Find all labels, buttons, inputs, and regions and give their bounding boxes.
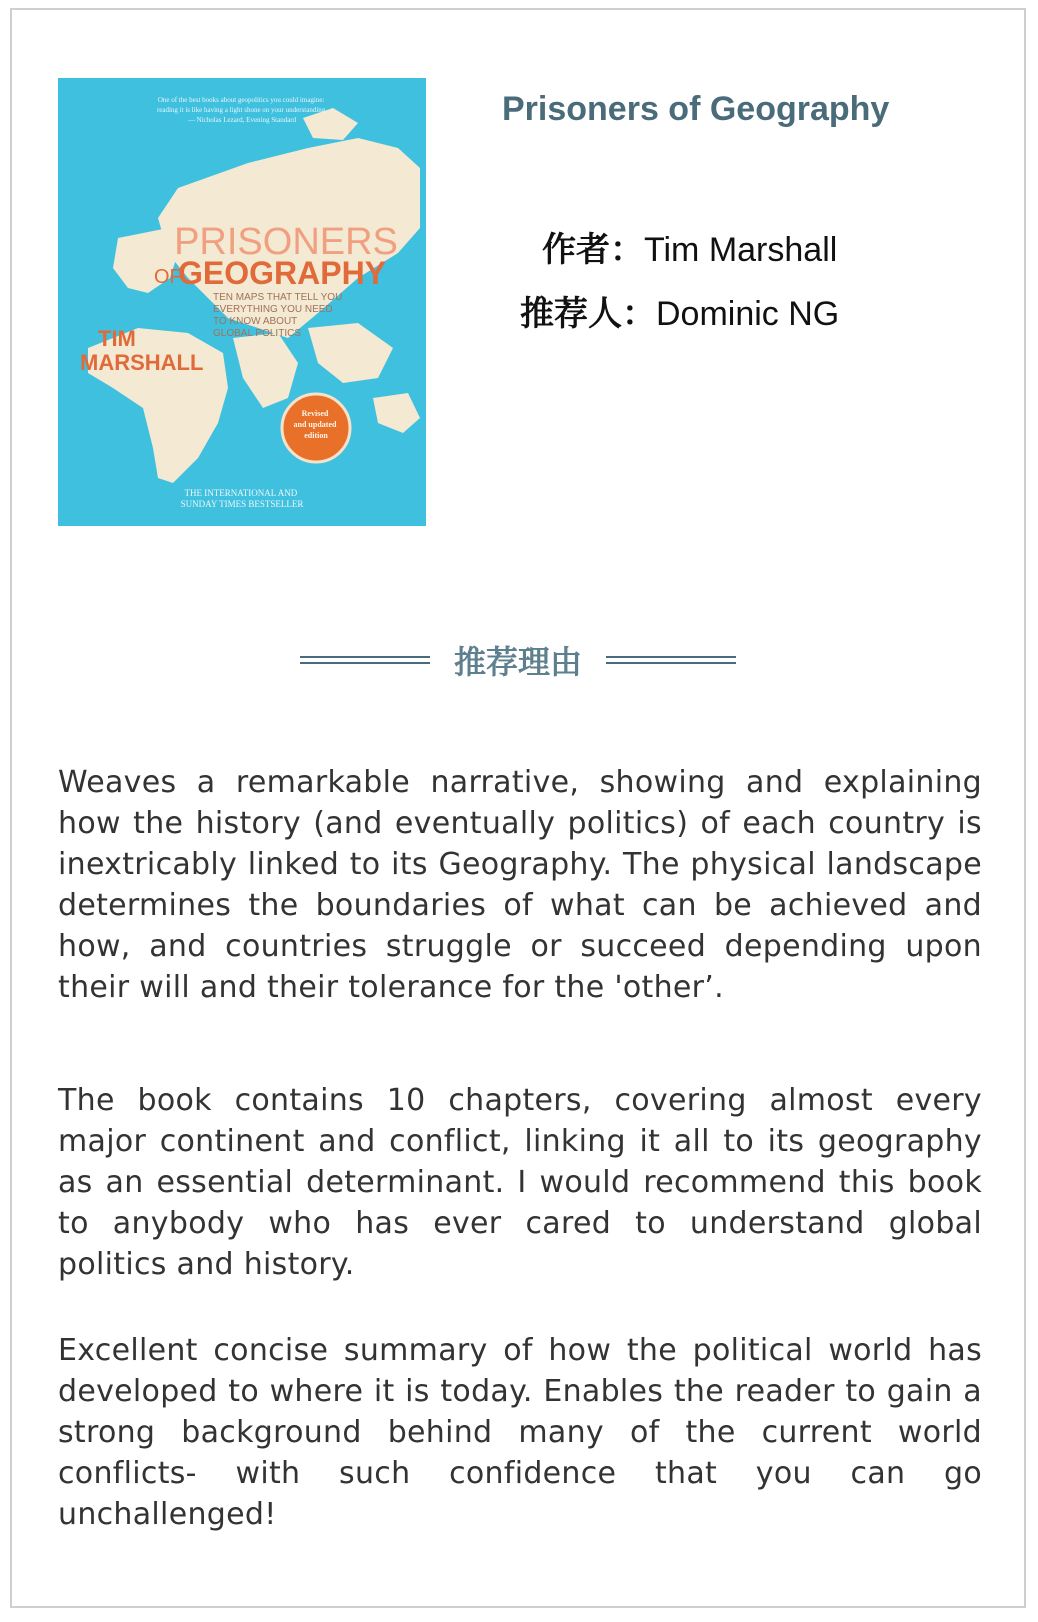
author-label: 作者： — [542, 230, 644, 270]
book-meta — [520, 218, 840, 346]
cover-author-last: MARSHALL — [80, 350, 204, 375]
author-name: Tim Marshall — [644, 231, 838, 269]
recommender-label: 推荐人： — [520, 294, 656, 334]
recommender-name: Dominic NG — [656, 295, 840, 333]
reason-paragraph-2: The book contains 10 chapters, covering almost every major continent and conflict, linking it all to its geography as an essential determinant. I would recommend this book to anybody who has ever cared to understand global politics and history. — [58, 1083, 982, 1282]
cover-author-first: TIM — [98, 326, 136, 351]
cover-bestseller: THE INTERNATIONAL AND SUNDAY TIMES BESTSELLER — [180, 488, 304, 509]
section-header — [12, 638, 1024, 682]
cover-badge-text: Revised and updated edition — [293, 409, 337, 440]
cover-subtitle: TEN MAPS THAT TELL YOU EVERYTHING YOU NEED TO KNOW ABOUT GLOBAL POLITICS — [213, 292, 343, 339]
section-divider-right — [606, 656, 736, 664]
recommender-row — [520, 282, 839, 346]
cover-title-of: OF — [154, 266, 182, 288]
book-cover-image — [58, 78, 426, 526]
book-title: Prisoners of Geography — [502, 90, 890, 128]
section-divider-left — [300, 656, 430, 664]
cover-quote: One of the best books about geopolitics you could imagine: reading it is like having a light shone on your understanding — Nicholas Lezard, Evening Standard — [156, 96, 326, 124]
author-row — [542, 218, 839, 282]
cover-title-line2: GEOGRAPHY — [178, 255, 387, 291]
book-card — [10, 8, 1026, 1608]
cover-title-line1: PRISONERS — [174, 221, 398, 263]
section-title: 推荐理由 — [453, 643, 582, 681]
reason-paragraph-3: Excellent concise summary of how the political world has developed to where it is today. Enables the reader to gain a strong background behind many of the current world conflicts- with such confidence that you can go unchallenged! — [58, 1333, 982, 1532]
cover-artwork — [58, 78, 426, 526]
reason-paragraph-1: Weaves a remarkable narrative, showing and explaining how the history (and eventually politics) of each country is inextricably linked to its Geography. The physical landscape determines the boundaries of what can be achieved and how, and countries struggle or succeed depending upon their will and their tolerance for the 'other’. — [58, 765, 982, 1005]
